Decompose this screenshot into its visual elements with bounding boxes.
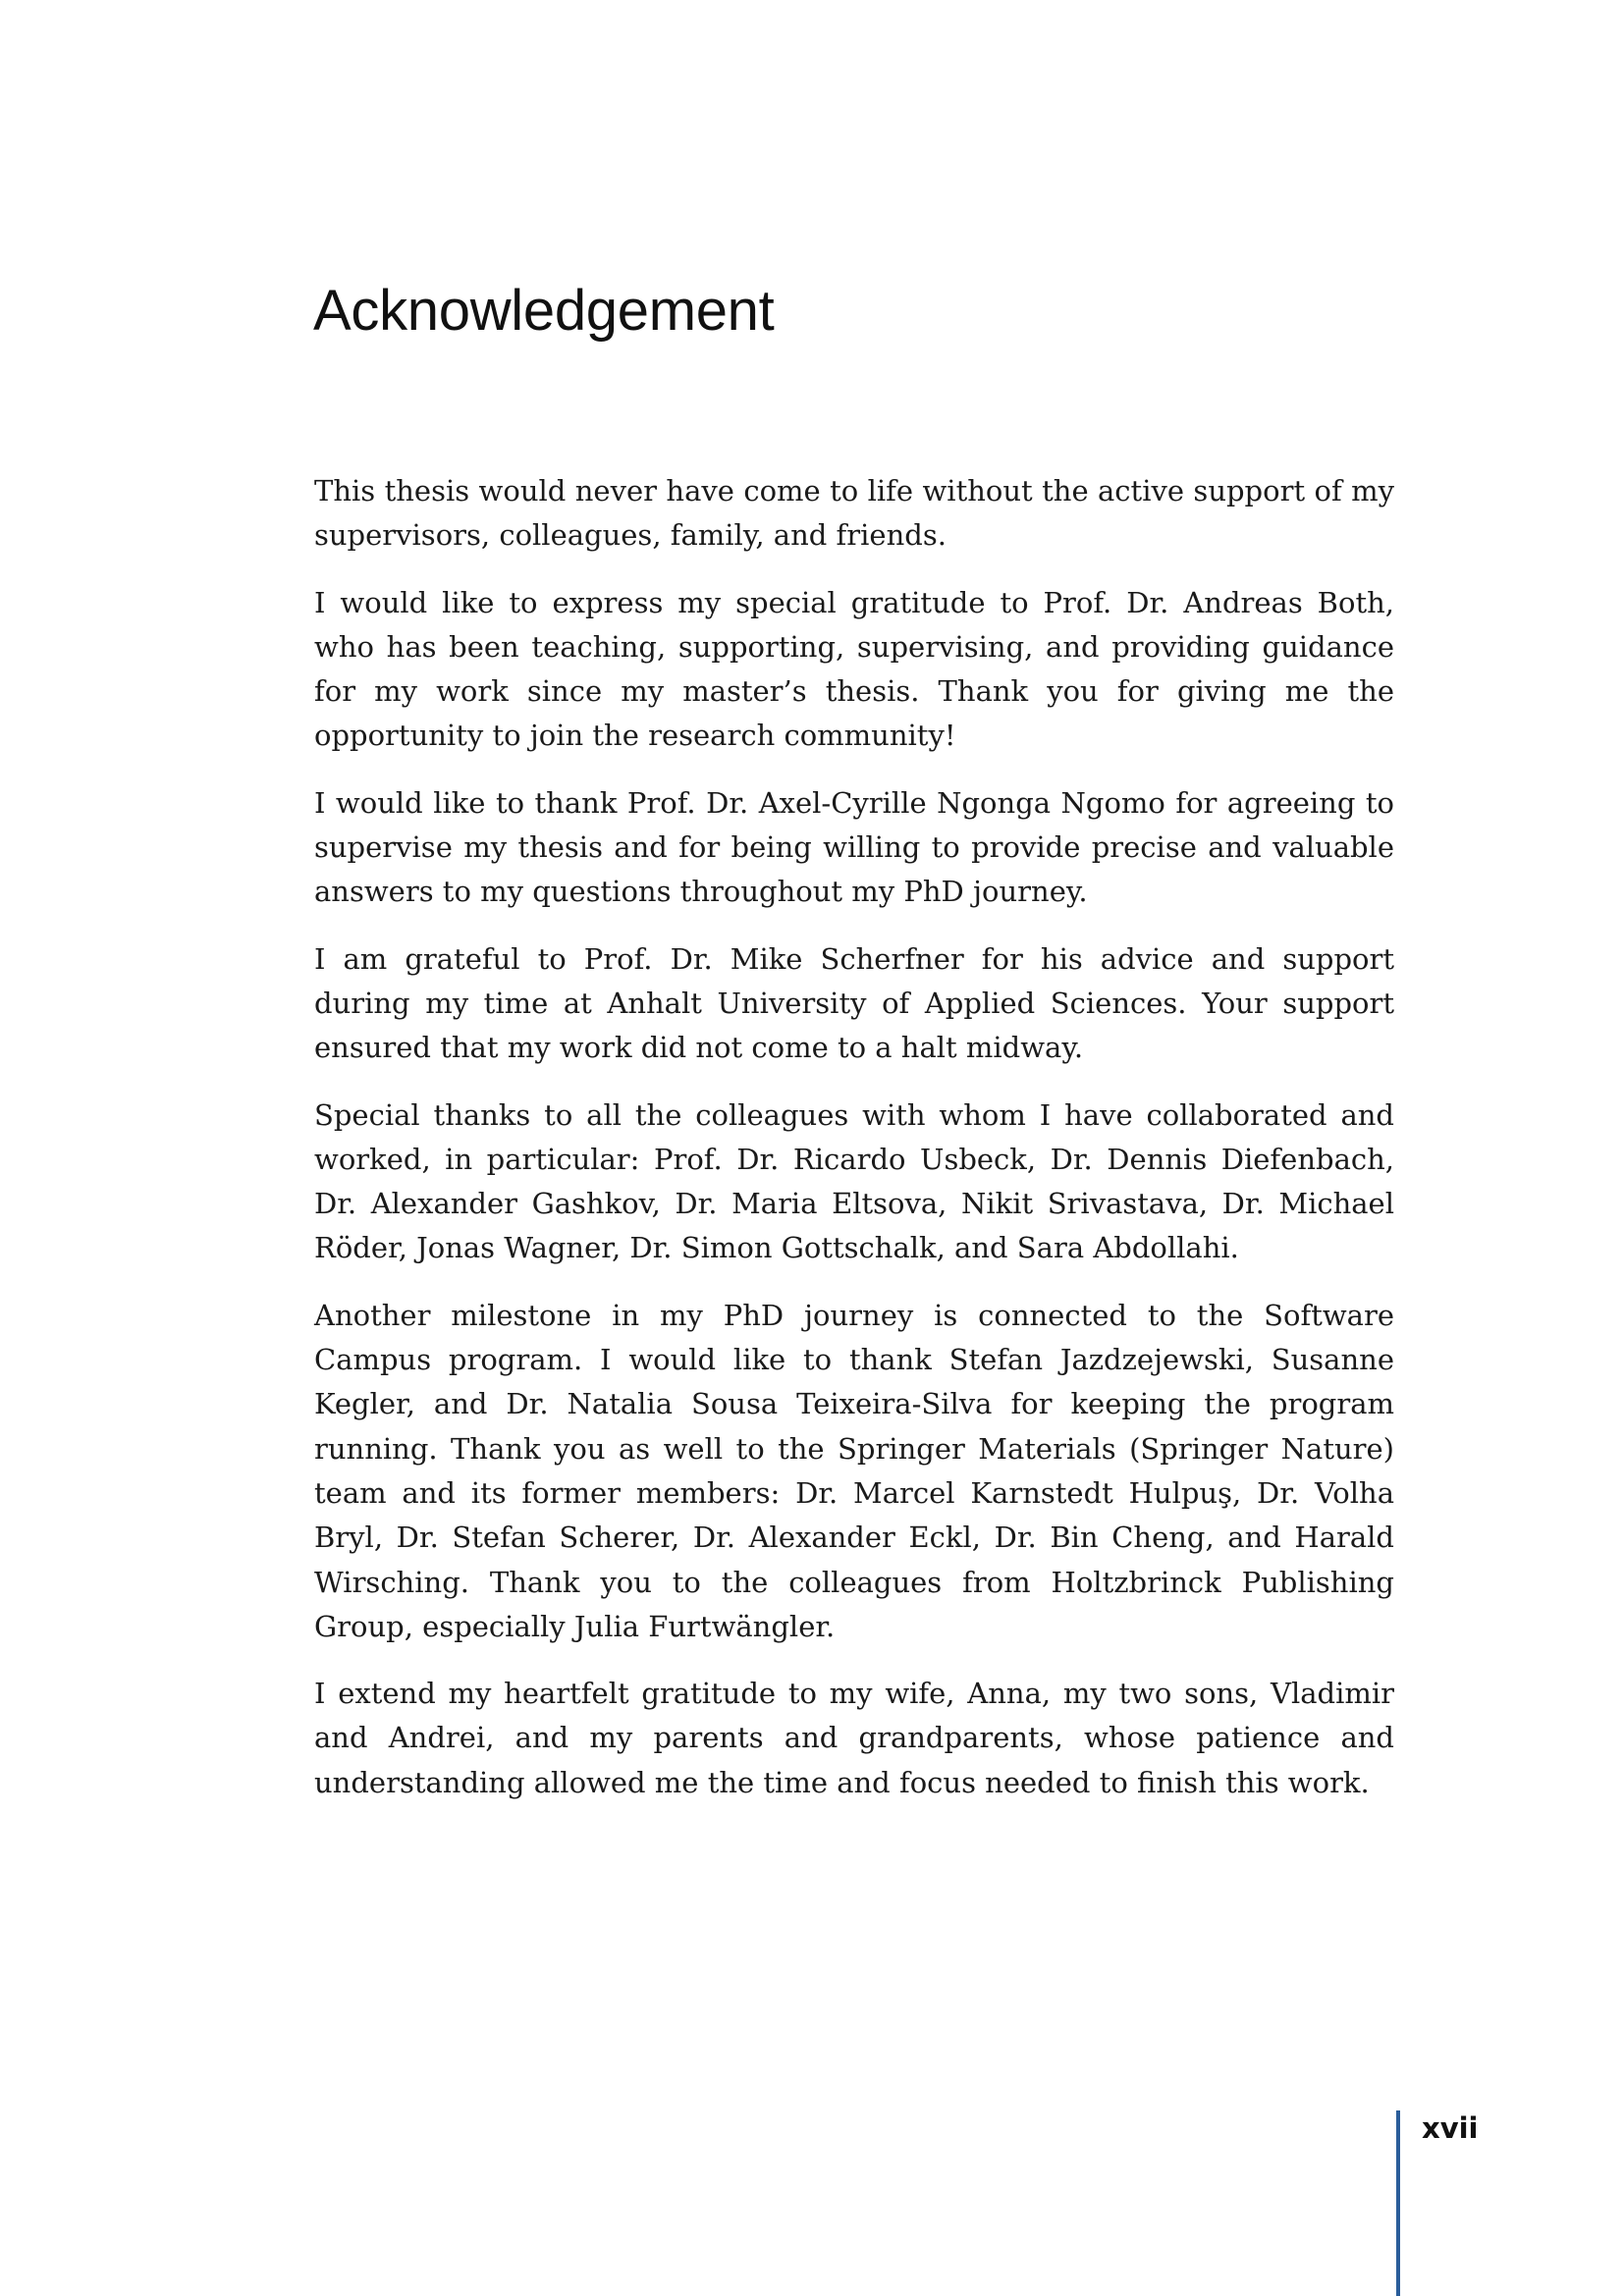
chapter-title: Acknowledgement [313, 279, 775, 343]
page-number: xvii [1422, 2111, 1479, 2145]
paragraph-supervisor-both: I would like to express my special gratitude to Prof. Dr. Andreas Both, who has been teaching, supporting, supervising, and providing guidance for my work since my master’s thesis. Thank you for giving me the opportunity to join the research community! [314, 585, 1394, 753]
paragraph-supervisor-ngomo: I would like to thank Prof. Dr. Axel-Cyrille Ngonga Ngomo for agreeing to supervise my thesis and for being willing to provide precise and valuable answers to my questions throughout my PhD journey. [314, 785, 1394, 909]
paragraph-scherfner: I am grateful to Prof. Dr. Mike Scherfner for his advice and support during my time at Anhalt University of Applied Sciences. Your support ensured that my work did not come to a halt midway. [314, 941, 1394, 1065]
paragraph-colleagues: Special thanks to all the colleagues with whom I have collaborated and worked, in particular: Prof. Dr. Ricardo Usbeck, Dr. Dennis Diefenbach, Dr. Alexander Gashkov, Dr. Maria Eltsova, Nikit Srivastava, Dr. Michael Röder, Jonas Wagner, Dr. Simon Gottschalk, and Sara Abdollahi. [314, 1097, 1394, 1265]
paragraph-family: I extend my heartfelt gratitude to my wife, Anna, my two sons, Vladimir and Andrei, and my parents and grandparents, whose patience and understanding allowed me the time and focus needed to finish this work. [314, 1677, 1394, 1799]
paragraph-intro: This thesis would never have come to life without the active support of my supervisors, colleagues, family, and friends. [314, 474, 1394, 553]
paragraph-software-campus: Another milestone in my PhD journey is connected to the Software Campus program. I would like to thank Stefan Jazdzejewski, Susanne Kegler, and Dr. Natalia Sousa Teixeira-Silva for keeping the program running. Thank you as well to the Springer Materials (Springer Nature) team and its former members: Dr. Marcel Karnstedt Hulpuş, Dr. Volha Bryl, Dr. Stefan Scherer, Dr. Alexander Eckl, Dr. Bin Cheng, and Harald Wirsching. Thank you to the colleagues from Holtzbrinck Publishing Group, especially Julia Furtwängler. [314, 1298, 1394, 1643]
footer-vertical-rule [1396, 2110, 1400, 2296]
acknowledgement-body [314, 469, 1394, 1828]
